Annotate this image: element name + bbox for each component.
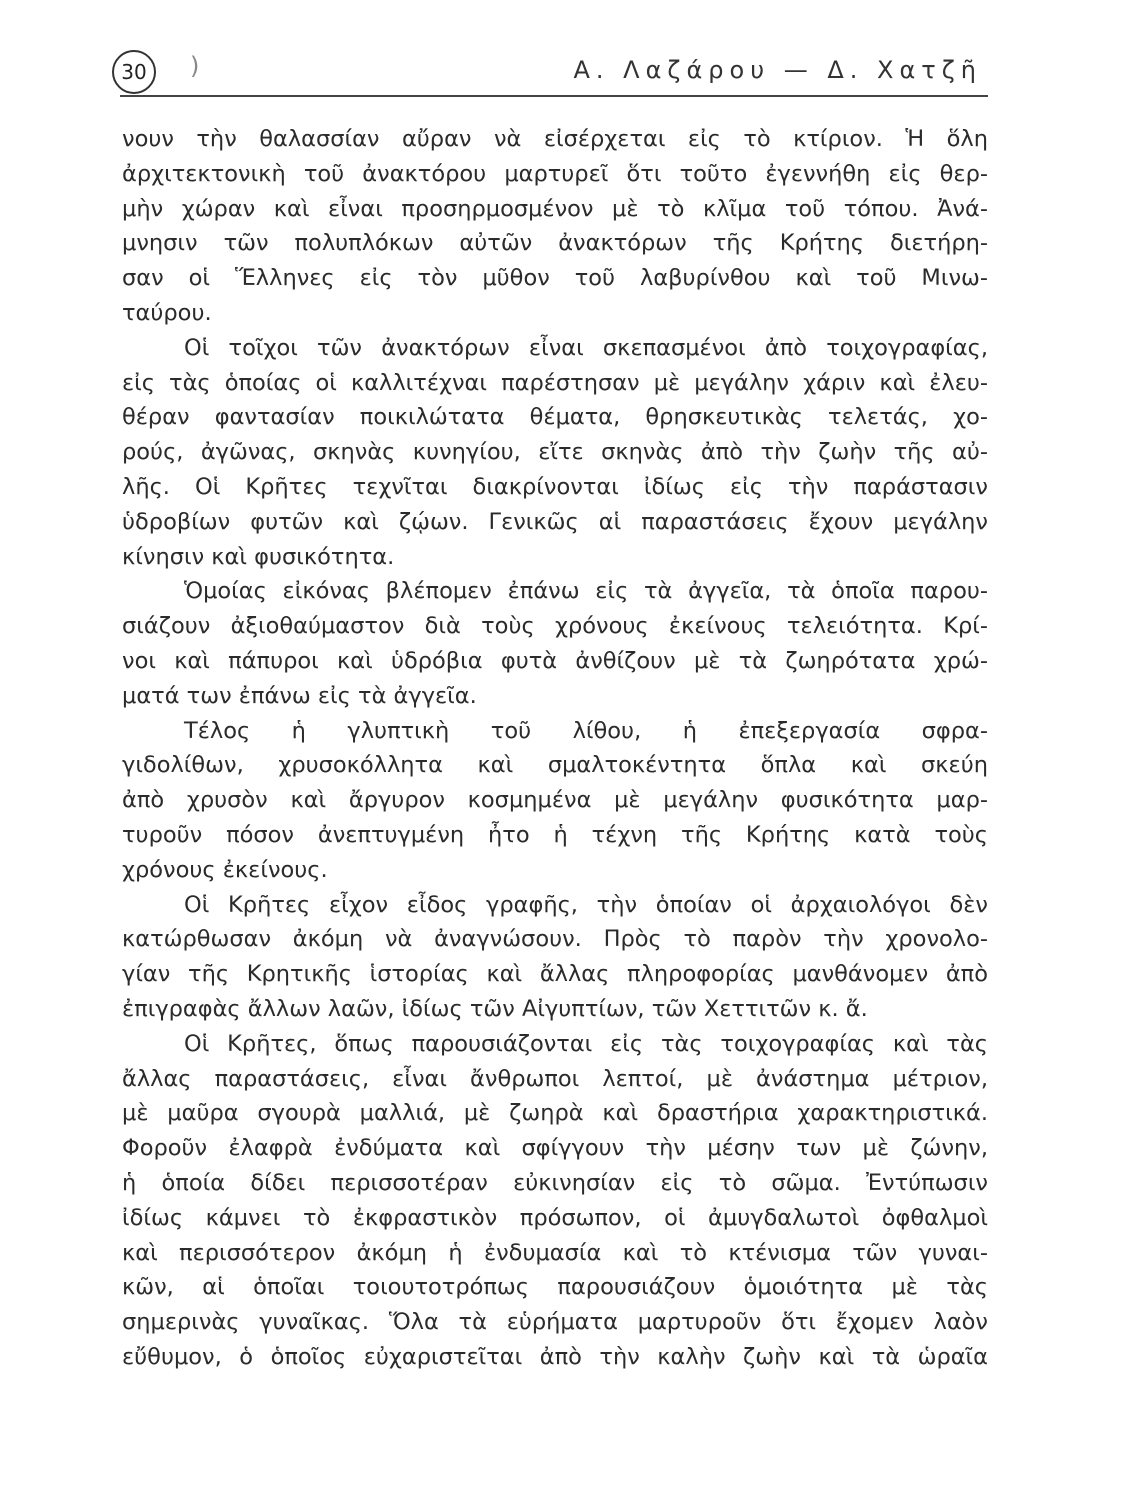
text-line: ἡ ὁποία δίδει περισσοτέραν εὐκινησίαν εἰς τὸ σῶμα. Ἐντύπωσιν (122, 1169, 988, 1196)
text-line: ματά των ἐπάνω εἰς τὰ ἀγγεῖα. (122, 682, 477, 709)
text-line: κατώρθωσαν ἀκόμη νὰ ἀναγνώσουν. Πρὸς τὸ παρὸν τὴν χρονολο- (122, 926, 988, 953)
text-line: Ὁμοίας εἰκόνας βλέπομεν ἐπάνω εἰς τὰ ἀγγεῖα, τὰ ὁποῖα παρου- (184, 578, 988, 605)
text-line: ἀπὸ χρυσὸν καὶ ἄργυρον κοσμημένα μὲ μεγάλην φυσικότητα μαρ- (122, 787, 988, 814)
text-line: Οἱ Κρῆτες εἶχον εἶδος γραφῆς, τὴν ὁποίαν οἱ ἀρχαιολόγοι δὲν (184, 891, 988, 918)
text-line: χρόνους ἐκείνους. (122, 856, 328, 883)
text-line: Φοροῦν ἐλαφρὰ ἐνδύματα καὶ σφίγγουν τὴν μέσην των μὲ ζώνην, (122, 1135, 988, 1162)
text-line: σαν οἱ Ἕλληνες εἰς τὸν μῦθον τοῦ λαβυρίνθου καὶ τοῦ Μινω- (122, 265, 988, 292)
text-line: ἰδίως κάμνει τὸ ἐκφραστικὸν πρόσωπον, οἱ ἀμυγδαλωτοὶ ὀφθαλμοὶ (122, 1204, 988, 1231)
text-line: μὴν χώραν καὶ εἶναι προσηρμοσμένον μὲ τὸ κλῖμα τοῦ τόπου. Ἀνά- (122, 195, 988, 222)
text-line: γιδολίθων, χρυσοκόλλητα καὶ σμαλτοκέντητα ὅπλα καὶ σκεύη (122, 752, 988, 779)
text-line: Οἱ Κρῆτες, ὅπως παρουσιάζονται εἰς τὰς τοιχογραφίας καὶ τὰς (184, 1030, 988, 1057)
text-line: καὶ περισσότερον ἀκόμη ἡ ἐνδυμασία καὶ τὸ κτένισμα τῶν γυναι- (122, 1239, 988, 1266)
text-line: Οἱ τοῖχοι τῶν ἀνακτόρων εἶναι σκεπασμένοι ἀπὸ τοιχογραφίας, (184, 334, 988, 361)
text-line: νοι καὶ πάπυροι καὶ ὑδρόβια φυτὰ ἀνθίζουν μὲ τὰ ζωηρότατα χρώ- (122, 647, 988, 674)
text-line: ταύρου. (122, 299, 212, 326)
text-line: σιάζουν ἀξιοθαύμαστον διὰ τοὺς χρόνους ἐκείνους τελειότητα. Κρί- (122, 613, 988, 640)
text-line: τυροῦν πόσον ἀνεπτυγμένη ἦτο ἡ τέχνη τῆς Κρήτης κατὰ τοὺς (122, 821, 988, 848)
running-header: Α. Λαζάρου — Δ. Χατζῆ (573, 56, 982, 84)
text-line: λῆς. Οἱ Κρῆτες τεχνῖται διακρίνονται ἰδίως εἰς τὴν παράστασιν (122, 473, 988, 500)
text-line: κίνησιν καὶ φυσικότητα. (122, 543, 395, 570)
header-rule (120, 95, 988, 97)
text-line: σημερινὰς γυναῖκας. Ὅλα τὰ εὑρήματα μαρτυροῦν ὅτι ἔχομεν λαὸν (122, 1309, 988, 1336)
page-number: 30 (112, 50, 156, 94)
text-line: γίαν τῆς Κρητικῆς ἱστορίας καὶ ἄλλας πληροφορίας μανθάνομεν ἀπὸ (122, 961, 988, 988)
text-line: νουν τὴν θαλασσίαν αὔραν νὰ εἰσέρχεται εἰς τὸ κτίριον. Ἡ ὅλη (122, 126, 988, 152)
page-number-mark: ) (190, 52, 200, 80)
text-line: ἀρχιτεκτονικὴ τοῦ ἀνακτόρου μαρτυρεῖ ὅτι τοῦτο ἐγεννήθη εἰς θερ- (122, 160, 988, 187)
text-line: ἄλλας παραστάσεις, εἶναι ἄνθρωποι λεπτοί, μὲ ἀνάστημα μέτριον, (122, 1065, 988, 1092)
text-line: θέραν φαντασίαν ποικιλώτατα θέματα, θρησκευτικὰς τελετάς, χο- (122, 404, 988, 431)
text-line: ρούς, ἀγῶνας, σκηνὰς κυνηγίου, εἴτε σκηνὰς ἀπὸ τὴν ζωὴν τῆς αὐ- (122, 439, 988, 466)
text-line: μὲ μαῦρα σγουρὰ μαλλιά, μὲ ζωηρὰ καὶ δραστήρια χαρακτηριστικά. (122, 1100, 988, 1127)
text-line: εἰς τὰς ὁποίας οἱ καλλιτέχναι παρέστησαν μὲ μεγάλην χάριν καὶ ἐλευ- (122, 369, 988, 396)
body-text (122, 122, 988, 1375)
text-line: μνησιν τῶν πολυπλόκων αὐτῶν ἀνακτόρων τῆς Κρήτης διετήρη- (122, 230, 988, 257)
text-line: κῶν, αἱ ὁποῖαι τοιουτοτρόπως παρουσιάζουν ὁμοιότητα μὲ τὰς (122, 1274, 988, 1301)
text-line: ὑδροβίων φυτῶν καὶ ζῴων. Γενικῶς αἱ παραστάσεις ἔχουν μεγάλην (122, 508, 988, 535)
text-line: ἐπιγραφὰς ἄλλων λαῶν, ἰδίως τῶν Αἰγυπτίων, τῶν Χεττιτῶν κ. ἄ. (122, 995, 868, 1022)
text-line: εὔθυμον, ὁ ὁποῖος εὐχαριστεῖται ἀπὸ τὴν καλὴν ζωὴν καὶ τὰ ὡραῖα (122, 1343, 988, 1370)
text-line: Τέλος ἡ γλυπτικὴ τοῦ λίθου, ἡ ἐπεξεργασία σφρα- (184, 717, 988, 744)
